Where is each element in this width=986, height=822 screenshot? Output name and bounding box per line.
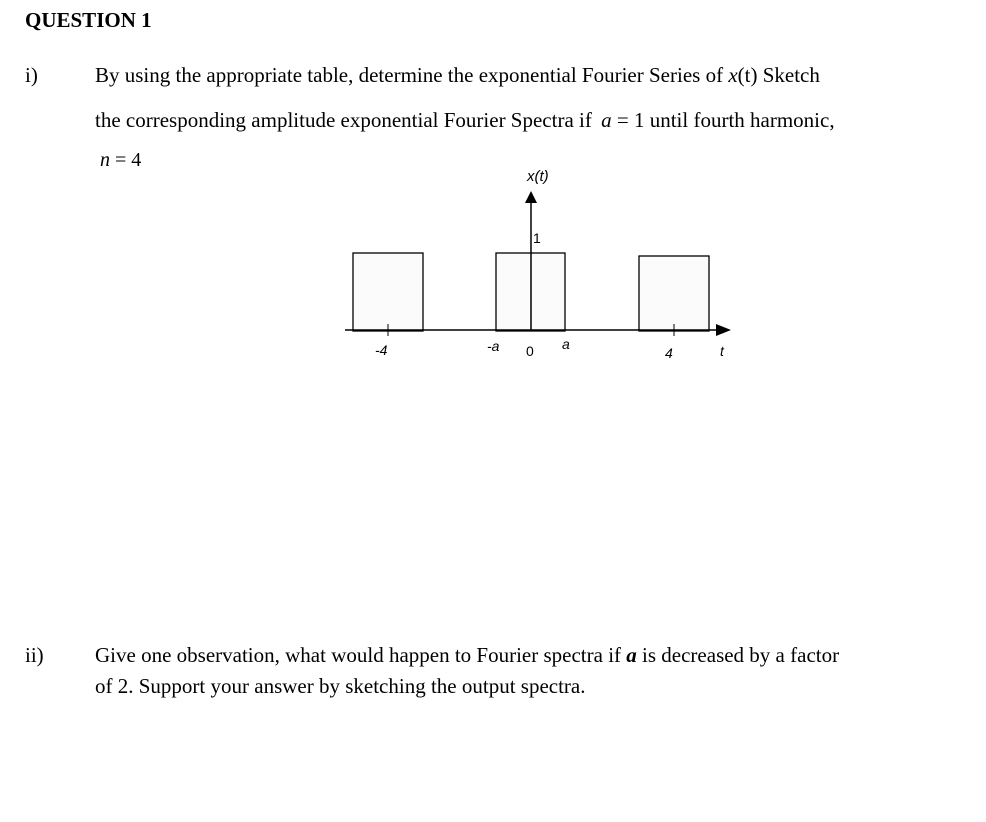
question-2-line-2: of 2. Support your answer by sketching the output spectra. (95, 674, 586, 698)
signal-figure (0, 0, 986, 400)
tick-label-a: a (562, 336, 570, 352)
pulse-right (639, 256, 709, 331)
amplitude-axis-arrow (525, 191, 537, 203)
q1-line1-paren: (t) (737, 63, 758, 87)
x-axis-label: t (720, 343, 724, 359)
tick-label-neg4: -4 (375, 342, 388, 358)
pulse-left (353, 253, 423, 331)
time-axis-arrow (716, 324, 731, 336)
tick-label-zero: 0 (526, 343, 534, 359)
q1-line3-eq: = 4 (115, 149, 142, 171)
q1-line2-var: a (601, 108, 612, 132)
q1-line1-text-a: By using the appropriate table, determine the exponential Fourier Series of (95, 63, 724, 87)
q1-line1-var: x (728, 63, 738, 87)
question-1-number: i) (25, 63, 38, 87)
question-2-line-1 (95, 643, 839, 668)
q2-line1-text-a: Give one observation, what would happen to Fourier spectra if (95, 643, 622, 667)
q2-line1-var: a (626, 643, 637, 667)
y-axis-label: x(t) (527, 168, 549, 185)
tick-label-4: 4 (665, 345, 673, 361)
tick-label-neg-a: -a (487, 338, 500, 354)
q1-line2-text-b: until fourth harmonic, (649, 108, 835, 132)
q1-line2-eq: = 1 (616, 108, 645, 132)
q2-line1-text-b: is decreased by a factor (642, 643, 840, 667)
q1-line1-text-b: Sketch (762, 63, 820, 87)
q1-line3-var: n (100, 149, 110, 171)
q1-line2-text-a: the corresponding amplitude exponential Fourier Spectra if (95, 108, 592, 132)
amplitude-label: 1 (533, 230, 541, 246)
question-2-number: ii) (25, 643, 44, 667)
question-title: QUESTION 1 (25, 8, 152, 32)
